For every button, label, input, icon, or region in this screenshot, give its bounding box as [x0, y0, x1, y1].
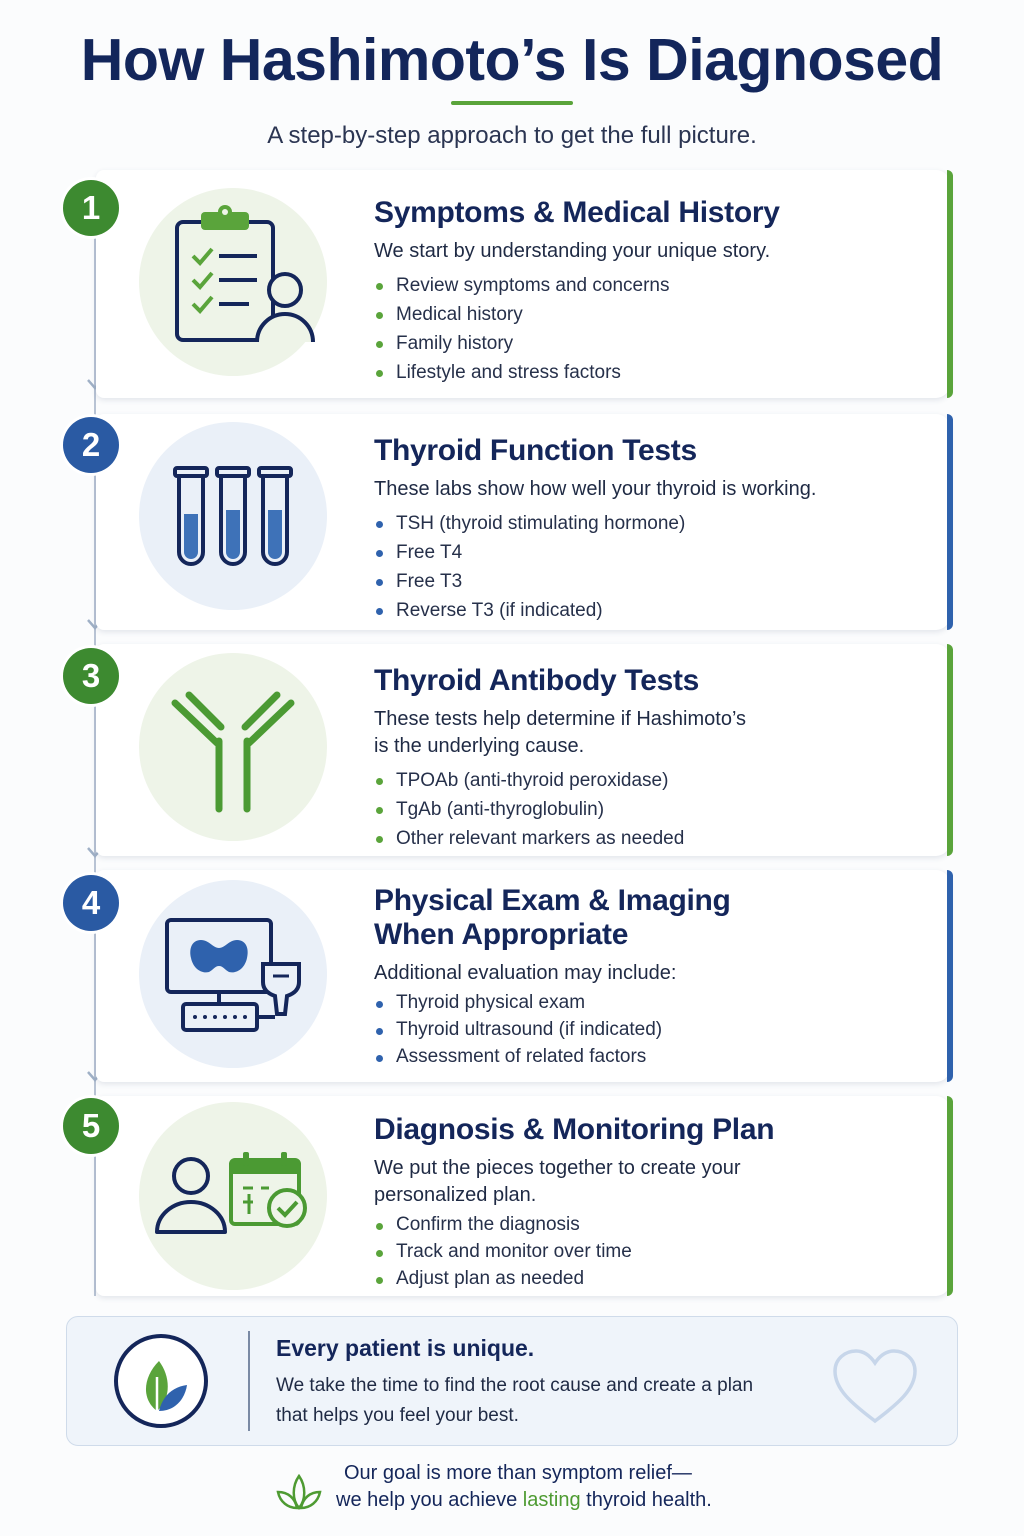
- step-description-line: We put the pieces together to create your: [374, 1157, 741, 1179]
- step-number-badge: 3: [63, 648, 119, 704]
- step-description: These labs show how well your thyroid is working.: [374, 478, 817, 500]
- footer-text: thyroid health.: [580, 1489, 712, 1511]
- step-description: Additional evaluation may include:: [374, 962, 677, 984]
- step-list: [374, 1211, 934, 1292]
- step-number-badge: 4: [63, 875, 119, 931]
- list-item: TgAb (anti-thyroglobulin): [374, 795, 934, 824]
- step-title: Thyroid Function Tests: [374, 434, 697, 467]
- step-description-line: personalized plan.: [374, 1184, 537, 1206]
- step-number-badge: 5: [63, 1098, 119, 1154]
- list-item: Adjust plan as needed: [374, 1265, 934, 1292]
- step-title: [374, 884, 934, 952]
- footer-highlight: lasting: [522, 1489, 581, 1511]
- list-item: Medical history: [374, 300, 934, 329]
- step-number-badge: 2: [63, 417, 119, 473]
- callout-body-line: that helps you feel your best.: [276, 1405, 519, 1426]
- footer-text: we help you achieve: [336, 1489, 523, 1511]
- list-item: Family history: [374, 329, 934, 358]
- step-content: [374, 196, 934, 387]
- page-subtitle: A step-by-step approach to get the full picture.: [267, 122, 757, 149]
- test-tubes-icon: [139, 422, 327, 610]
- list-item: Reverse T3 (if indicated): [374, 596, 934, 625]
- list-item: Free T4: [374, 538, 934, 567]
- step-content: [374, 1113, 934, 1292]
- step-content: [374, 434, 934, 625]
- list-item: TSH (thyroid stimulating hormone): [374, 509, 934, 538]
- callout-box: [66, 1316, 958, 1446]
- list-item: Review symptoms and concerns: [374, 271, 934, 300]
- callout-divider: [248, 1331, 250, 1431]
- step-list: [374, 766, 934, 853]
- list-item: Thyroid physical exam: [374, 989, 934, 1016]
- step-title: Symptoms & Medical History: [374, 196, 780, 229]
- step-description: We start by understanding your unique story.: [374, 240, 771, 262]
- step-number-badge: 1: [63, 180, 119, 236]
- title-underline: [451, 101, 573, 105]
- sprout-icon: [274, 1466, 324, 1512]
- ultrasound-monitor-icon: [139, 880, 327, 1068]
- callout-title: Every patient is unique.: [276, 1335, 535, 1361]
- list-item: Assessment of related factors: [374, 1043, 934, 1070]
- list-item: Thyroid ultrasound (if indicated): [374, 1016, 934, 1043]
- patient-calendar-icon: [139, 1102, 327, 1290]
- step-description: [374, 706, 934, 760]
- list-item: Confirm the diagnosis: [374, 1211, 934, 1238]
- step-title-line: Physical Exam & Imaging: [374, 884, 731, 917]
- heart-icon: [831, 1347, 919, 1427]
- callout-body-line: We take the time to find the root cause and create a plan: [276, 1375, 754, 1396]
- page-title: How Hashimoto’s Is Diagnosed: [80, 27, 944, 93]
- step-description: [374, 1155, 934, 1209]
- step-title: Thyroid Antibody Tests: [374, 664, 700, 697]
- footer-line: [336, 1489, 712, 1512]
- footer-line: Our goal is more than symptom relief—: [344, 1462, 692, 1484]
- step-content: [374, 664, 934, 853]
- step-list: [374, 509, 934, 625]
- step-content: [374, 884, 934, 1070]
- step-title: Diagnosis & Monitoring Plan: [374, 1113, 775, 1146]
- callout-body: [276, 1371, 836, 1431]
- list-item: Lifestyle and stress factors: [374, 358, 934, 387]
- list-item: Free T3: [374, 567, 934, 596]
- step-description-line: These tests help determine if Hashimoto’s: [374, 708, 747, 730]
- step-description-line: is the underlying cause.: [374, 735, 585, 757]
- leaf-icon: [113, 1333, 209, 1429]
- clipboard-patient-icon: [139, 188, 327, 376]
- antibody-icon: [139, 653, 327, 841]
- list-item: Track and monitor over time: [374, 1238, 934, 1265]
- step-list: [374, 271, 934, 387]
- list-item: Other relevant markers as needed: [374, 824, 934, 853]
- list-item: TPOAb (anti-thyroid peroxidase): [374, 766, 934, 795]
- step-list: [374, 989, 934, 1070]
- step-title-line: When Appropriate: [374, 918, 629, 951]
